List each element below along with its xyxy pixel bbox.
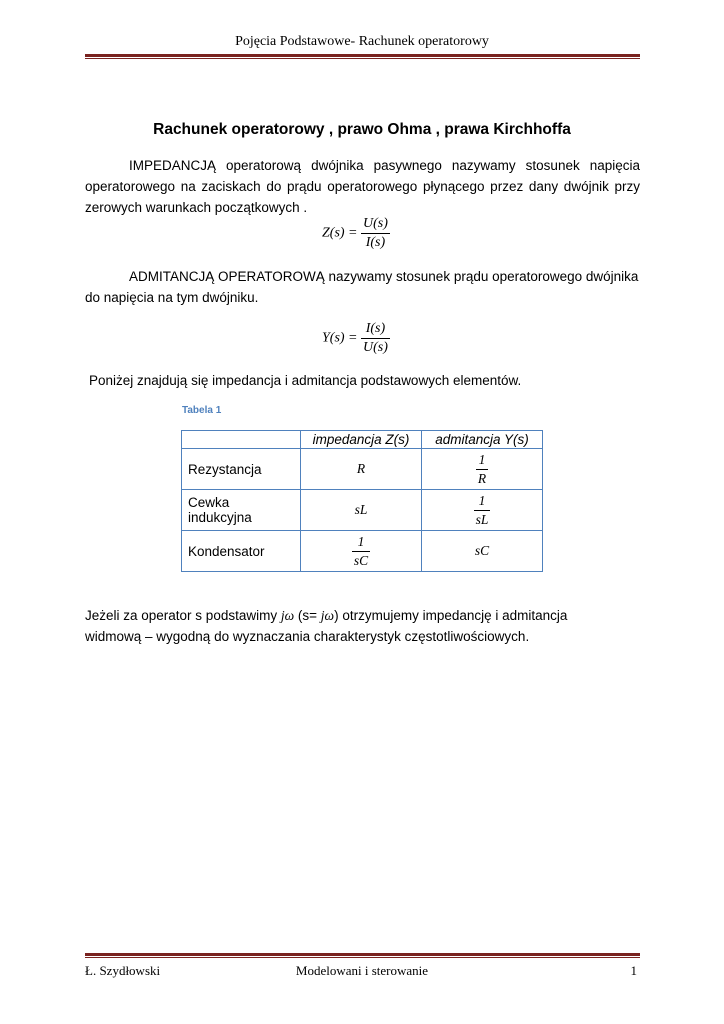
footer-rule [85,953,640,958]
fraction-denominator: R [477,470,487,486]
formula-y-numerator: I(s) [361,320,390,339]
page-header-title: Pojęcia Podstawowe- Rachunek operatorowy [235,34,489,49]
footer-page-number: 1 [630,963,637,978]
table-row [182,490,543,531]
jw-symbol: jω [320,608,335,623]
impedance-line-1: IMPEDANCJĄ operatorową dwójnika pasywnego nazywamy stosunek napięcia [129,158,640,173]
admittance-formula [322,320,390,357]
fraction-denominator: sL [475,511,489,527]
admittance-value: sC [422,531,543,572]
table-row [182,449,543,490]
formula-z-fraction [361,215,390,252]
impedance-value: R [301,449,422,490]
impedance-line-2: operatorowego na zaciskach do prądu operatorowego płynącego przez dany dwójnik przy [85,179,640,194]
admittance-value [422,490,543,531]
admittance-value [422,449,543,490]
header-rule [85,54,640,59]
table-row [182,531,543,572]
elements-table [181,430,543,572]
formula-y-denominator: U(s) [363,340,388,355]
impedance-paragraph [85,155,640,218]
row-label: Rezystancja [182,449,301,490]
row-label: Cewka indukcyjna [182,490,301,531]
impedance-value [301,531,422,572]
admittance-line-1: ADMITANCJĄ OPERATOROWĄ nazywamy stosunek prądu operatorowego dwójnika [129,269,639,284]
table-header-cell [182,431,301,449]
final-text-1: Jeżeli za operator s podstawimy [85,608,281,623]
impedance-value: sL [301,490,422,531]
admittance-line-2: do napięcia na tym dwójniku. [85,290,259,305]
formula-y-lhs: Y(s) = [322,330,358,346]
table-intro: Poniżej znajdują się impedancja i admitancja podstawowych elementów. [89,373,522,388]
footer-author: Ł. Szydłowski [85,963,161,978]
final-text-3: ) otrzymujemy impedancję i admitancja [334,608,568,623]
document-title: Rachunek operatorowy , prawo Ohma , prawa Kirchhoffa [153,121,571,138]
formula-z-denominator: I(s) [365,235,386,250]
footer-course: Modelowani i sterowanie [295,963,429,978]
impedance-line-3: zerowych warunkach początkowych . [85,200,308,215]
admittance-paragraph [85,266,640,308]
final-line-2: widmową – wygodną do wyznaczania charakterystyk częstotliwościowych. [85,629,530,644]
table-header-cell: impedancja Z(s) [301,431,422,449]
fraction-numerator: 1 [476,451,488,470]
table-caption: Tabela 1 [182,405,222,416]
final-paragraph [85,605,640,647]
table-header-cell: admitancja Y(s) [422,431,543,449]
table-header-row [182,431,543,449]
fraction-numerator: 1 [474,492,491,511]
final-line-1 [85,605,640,626]
fraction-denominator: sC [353,552,369,568]
final-text-2: (s= [294,608,321,623]
impedance-formula [322,215,390,252]
formula-z-lhs: Z(s) = [322,225,358,241]
formula-y-fraction [361,320,390,357]
jw-symbol: jω [280,608,295,623]
row-label: Kondensator [182,531,301,572]
formula-z-numerator: U(s) [361,215,390,234]
fraction-numerator: 1 [352,533,370,552]
